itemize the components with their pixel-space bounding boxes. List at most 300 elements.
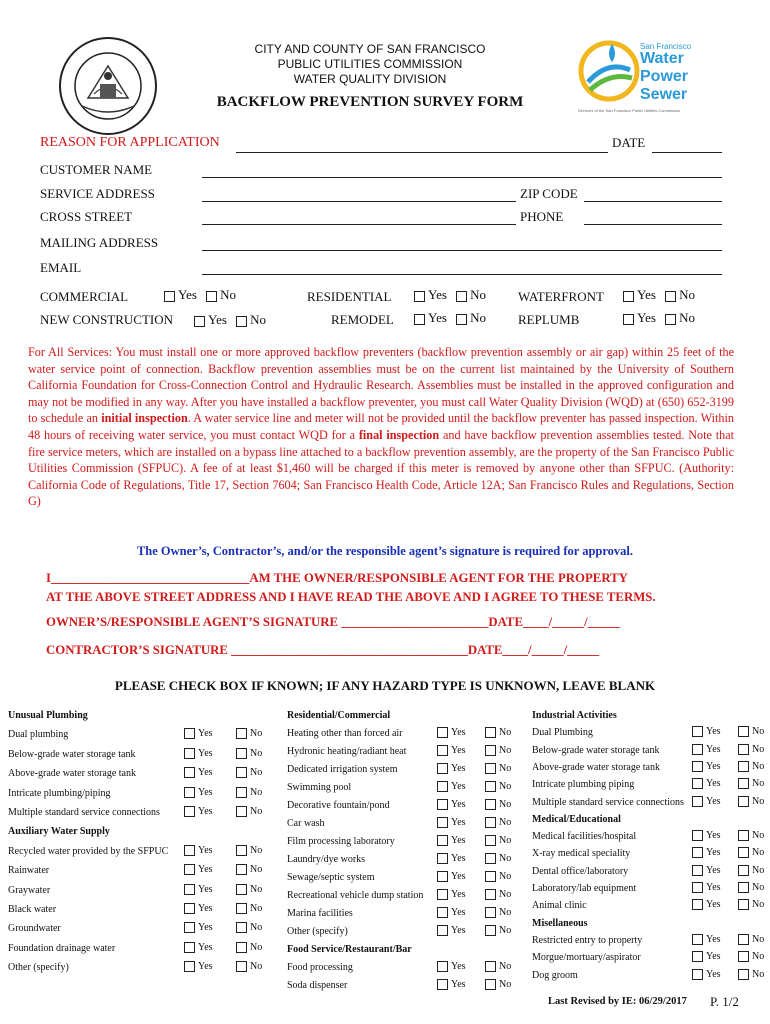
no-label: No (752, 761, 765, 772)
yes-label: Yes (451, 799, 466, 810)
hazard-yes-checkbox[interactable] (692, 726, 703, 737)
hazard-section-heading: Unusual Plumbing (8, 710, 88, 721)
hazard-instructions: PLEASE CHECK BOX IF KNOWN; IF ANY HAZARD TYPE IS UNKNOWN, LEAVE BLANK (114, 678, 656, 693)
no-label: No (250, 903, 263, 914)
no-label: No (499, 979, 512, 990)
hazard-yes-option (692, 796, 721, 807)
hazard-yes-option (184, 942, 213, 953)
new-construction-label: NEW CONSTRUCTION (40, 312, 174, 327)
hazard-section-heading: Auxiliary Water Supply (8, 826, 110, 837)
hazard-yes-checkbox[interactable] (184, 728, 195, 739)
notice-part-2: . A water service line and meter will not be provided until the backflow preventer has passed inspection. Within 48 hours of receiving water service, you must contact WQD for a (28, 411, 735, 442)
no-label: No (499, 745, 512, 756)
hazard-yes-checkbox[interactable] (184, 903, 195, 914)
yes-label: Yes (637, 287, 656, 302)
logo-water: Water (640, 50, 684, 67)
hazard-yes-option (437, 817, 466, 828)
hazard-no-checkbox[interactable] (236, 884, 247, 895)
reason-label: REASON FOR APPLICATION (40, 135, 220, 150)
logo-small-text: San Francisco (640, 42, 692, 51)
hazard-yes-checkbox[interactable] (184, 864, 195, 875)
no-label: No (250, 312, 267, 327)
hazard-yes-option (437, 961, 466, 972)
hazard-item-label: Below-grade water storage tank (8, 749, 136, 760)
hazard-item-label: Intricate plumbing piping (532, 779, 635, 790)
hazard-item-label: Sewage/septic system (287, 872, 375, 883)
new-construction-no-checkbox[interactable] (236, 316, 247, 327)
hazard-yes-option (692, 865, 721, 876)
no-label: No (250, 845, 263, 856)
hazard-item-label: Intricate plumbing/piping (8, 788, 111, 799)
no-label: No (499, 853, 512, 864)
hazard-item-label: Hydronic heating/radiant heat (287, 746, 407, 757)
no-label: No (752, 934, 765, 945)
header-city: CITY AND COUNTY OF SAN FRANCISCO (254, 42, 486, 56)
no-label: No (752, 796, 765, 807)
hazard-yes-option (184, 845, 213, 856)
date-label: DATE (612, 135, 646, 150)
hazard-item-label: Above-grade water storage tank (8, 768, 136, 779)
hazard-yes-option (184, 922, 213, 933)
yes-label: Yes (706, 847, 721, 858)
hazard-yes-checkbox[interactable] (692, 830, 703, 841)
hazard-no-option (485, 727, 511, 738)
hazard-yes-option (692, 969, 721, 980)
yes-label: Yes (208, 312, 227, 327)
yes-label: Yes (198, 942, 213, 953)
hazard-yes-option (437, 925, 466, 936)
hazard-no-checkbox[interactable] (738, 761, 749, 772)
hazard-no-checkbox[interactable] (738, 934, 749, 945)
hazard-no-checkbox[interactable] (738, 830, 749, 841)
hazard-yes-option (692, 830, 721, 841)
hazard-yes-checkbox[interactable] (437, 979, 448, 990)
yes-label: Yes (451, 907, 466, 918)
yes-label: Yes (451, 853, 466, 864)
no-label: No (499, 961, 512, 972)
yes-label: Yes (451, 871, 466, 882)
hazard-yes-option (437, 979, 466, 990)
yes-label: Yes (706, 726, 721, 737)
hazard-no-option (738, 882, 764, 893)
header-division: WATER QUALITY DIVISION (293, 72, 447, 86)
hazard-yes-checkbox[interactable] (437, 925, 448, 936)
yes-label: Yes (198, 748, 213, 759)
yes-label: Yes (451, 763, 466, 774)
hazard-no-option (485, 907, 511, 918)
hazard-no-checkbox[interactable] (236, 748, 247, 759)
hazard-item-label: Below-grade water storage tank (532, 745, 660, 756)
hazard-no-option (485, 925, 511, 936)
hazard-no-option (738, 969, 764, 980)
hazard-yes-checkbox[interactable] (184, 748, 195, 759)
hazard-yes-checkbox[interactable] (692, 969, 703, 980)
hazard-yes-checkbox[interactable] (184, 767, 195, 778)
hazard-yes-checkbox[interactable] (692, 847, 703, 858)
remodel-no-checkbox[interactable] (456, 314, 467, 325)
yes-label: Yes (706, 865, 721, 876)
hazard-item-label: Decorative fountain/pond (287, 800, 390, 811)
hazard-yes-option (437, 907, 466, 918)
hazard-no-option (236, 767, 262, 778)
hazard-no-checkbox[interactable] (738, 744, 749, 755)
hazard-no-checkbox[interactable] (738, 726, 749, 737)
no-label: No (250, 961, 263, 972)
hazard-no-checkbox[interactable] (236, 961, 247, 972)
hazard-yes-checkbox[interactable] (692, 882, 703, 893)
phone-field[interactable] (584, 224, 722, 225)
customer-name-label: CUSTOMER NAME (40, 162, 153, 177)
replumb-yes-checkbox[interactable] (623, 314, 634, 325)
hazard-no-checkbox[interactable] (236, 728, 247, 739)
remodel-label: REMODEL (331, 312, 394, 327)
yes-label: Yes (428, 310, 447, 325)
hazard-yes-option (184, 787, 213, 798)
yes-label: Yes (637, 310, 656, 325)
hazard-no-checkbox[interactable] (485, 727, 496, 738)
hazard-no-option (236, 903, 262, 914)
hazard-no-option (236, 806, 262, 817)
yes-label: Yes (198, 806, 213, 817)
hazard-yes-option (692, 934, 721, 945)
hazard-yes-checkbox[interactable] (692, 778, 703, 789)
waterfront-yes-checkbox[interactable] (623, 291, 634, 302)
hazard-no-option (485, 871, 511, 882)
hazard-no-checkbox[interactable] (485, 745, 496, 756)
hazard-no-checkbox[interactable] (236, 864, 247, 875)
hazard-yes-option (437, 835, 466, 846)
hazard-no-checkbox[interactable] (738, 865, 749, 876)
no-label: No (250, 942, 263, 953)
hazard-item-label: Medical facilities/hospital (532, 831, 637, 842)
customer-name-field[interactable] (202, 177, 722, 178)
hazard-no-option (236, 864, 262, 875)
no-label: No (679, 310, 696, 325)
hazard-no-checkbox[interactable] (485, 907, 496, 918)
hazard-no-checkbox[interactable] (485, 835, 496, 846)
waterfront-no-checkbox[interactable] (665, 291, 676, 302)
hazard-no-option (236, 845, 262, 856)
hazard-yes-checkbox[interactable] (692, 761, 703, 772)
notice-final-inspection: final inspection (358, 427, 440, 442)
hazard-yes-option (692, 744, 721, 755)
hazard-section-heading: Misellaneous (532, 918, 588, 929)
remodel-yes-checkbox[interactable] (414, 314, 425, 325)
no-label: No (499, 835, 512, 846)
no-label: No (499, 871, 512, 882)
page-number: P. 1/2 (710, 994, 739, 1009)
residential-no-checkbox[interactable] (456, 291, 467, 302)
yes-label: Yes (451, 961, 466, 972)
yes-label: Yes (451, 745, 466, 756)
hazard-yes-option (184, 767, 213, 778)
hazard-no-option (738, 761, 764, 772)
hazard-yes-option (184, 806, 213, 817)
hazard-yes-checkbox[interactable] (184, 845, 195, 856)
yes-label: Yes (178, 287, 197, 302)
hazard-no-option (485, 817, 511, 828)
no-label: No (250, 787, 263, 798)
new-construction-yes-checkbox[interactable] (194, 316, 205, 327)
hazard-yes-checkbox[interactable] (184, 961, 195, 972)
hazard-no-option (485, 889, 511, 900)
hazard-no-checkbox[interactable] (738, 847, 749, 858)
hazard-yes-option (437, 889, 466, 900)
yes-label: Yes (428, 287, 447, 302)
no-label: No (752, 830, 765, 841)
hazard-section-heading: Residential/Commercial (287, 710, 391, 721)
hazard-yes-checkbox[interactable] (184, 884, 195, 895)
hazard-section-heading: Food Service/Restaurant/Bar (287, 944, 412, 955)
service-notice (28, 344, 734, 510)
no-label: No (752, 969, 765, 980)
hazard-yes-option (692, 778, 721, 789)
hazard-yes-checkbox[interactable] (184, 942, 195, 953)
hazard-yes-checkbox[interactable] (437, 763, 448, 774)
hazard-item-label: Other (specify) (8, 962, 69, 973)
signature-required-note: The Owner’s, Contractor’s, and/or the responsible agent’s signature is required for approval. (136, 544, 634, 558)
hazard-no-option (738, 847, 764, 858)
hazard-yes-checkbox[interactable] (184, 787, 195, 798)
hazard-no-option (485, 781, 511, 792)
yes-label: Yes (198, 728, 213, 739)
hazard-no-option (485, 979, 511, 990)
hazard-yes-checkbox[interactable] (692, 899, 703, 910)
hazard-yes-checkbox[interactable] (437, 727, 448, 738)
hazard-item-label: Swimming pool (287, 782, 352, 793)
hazard-yes-option (184, 748, 213, 759)
residential-yes-checkbox[interactable] (414, 291, 425, 302)
hazard-yes-option (692, 726, 721, 737)
hazard-no-checkbox[interactable] (485, 979, 496, 990)
hazard-no-option (485, 763, 511, 774)
hazard-yes-checkbox[interactable] (437, 835, 448, 846)
notice-part-1: For All Services: You must install one or more approved backflow preventers (backflow prevention assembly or air gap) within 25 feet of the water service point of connection. Backflow prevention assemblies must be on the current list maintained by the University of Southern California Foundation for Cross-Connection Control and Hydraulic Research. Assemblies must be installed in the approved configuration and may not be modified in any way. After you have installed a backflow preventer, you must call Water Quality Division (WQD) at (650) 652-3199 to schedule an (28, 345, 734, 426)
hazard-yes-option (692, 761, 721, 772)
hazard-yes-option (184, 961, 213, 972)
hazard-section-heading: Medical/Educational (532, 814, 621, 825)
reason-field[interactable] (236, 152, 608, 153)
hazard-yes-checkbox[interactable] (692, 951, 703, 962)
hazard-yes-checkbox[interactable] (692, 796, 703, 807)
hazard-yes-option (692, 882, 721, 893)
yes-label: Yes (706, 761, 721, 772)
hazard-item-label: Other (specify) (287, 926, 348, 937)
no-label: No (220, 287, 237, 302)
hazard-yes-option (437, 853, 466, 864)
hazard-no-checkbox[interactable] (485, 799, 496, 810)
no-label: No (752, 778, 765, 789)
hazard-no-option (236, 922, 262, 933)
no-label: No (250, 922, 263, 933)
hazard-item-label: Marina facilities (287, 908, 353, 919)
hazard-no-checkbox[interactable] (485, 763, 496, 774)
hazard-yes-checkbox[interactable] (692, 934, 703, 945)
last-revised: Last Revised by IE: 06/29/2017 (548, 996, 687, 1007)
hazard-no-checkbox[interactable] (485, 853, 496, 864)
contractor-signature-line[interactable]: CONTRACTOR’S SIGNATURE _____________________________________DATE____/_____/_____ (46, 643, 600, 657)
no-label: No (499, 889, 512, 900)
mailing-address-field[interactable] (202, 250, 722, 251)
hazard-no-checkbox[interactable] (738, 796, 749, 807)
logo-tagline: Services of the San Francisco Public Utilities Commission (578, 108, 681, 113)
hazard-no-checkbox[interactable] (236, 806, 247, 817)
hazard-yes-checkbox[interactable] (692, 865, 703, 876)
hazard-no-option (738, 796, 764, 807)
hazard-no-checkbox[interactable] (485, 961, 496, 972)
logo-sewer: Sewer (640, 86, 688, 103)
hazard-no-checkbox[interactable] (738, 778, 749, 789)
yes-label: Yes (198, 961, 213, 972)
hazard-item-label: Black water (8, 904, 57, 915)
no-label: No (752, 882, 765, 893)
yes-label: Yes (198, 787, 213, 798)
hazard-yes-option (437, 799, 466, 810)
hazard-no-checkbox[interactable] (236, 845, 247, 856)
hazard-yes-checkbox[interactable] (437, 781, 448, 792)
hazard-yes-checkbox[interactable] (437, 817, 448, 828)
notice-initial-inspection: initial inspection (101, 411, 188, 426)
email-field[interactable] (202, 274, 722, 275)
hazard-section-heading: Industrial Activities (532, 710, 617, 721)
yes-label: Yes (198, 864, 213, 875)
hazard-item-label: Restricted entry to property (532, 935, 643, 946)
hazard-no-checkbox[interactable] (236, 787, 247, 798)
hazard-no-option (738, 899, 764, 910)
hazard-no-checkbox[interactable] (738, 882, 749, 893)
no-label: No (470, 287, 487, 302)
hazard-yes-option (692, 951, 721, 962)
owner-agreement-line-1: I_______________________________AM THE OWNER/RESPONSIBLE AGENT FOR THE PROPERTY (46, 571, 628, 585)
service-address-label: SERVICE ADDRESS (40, 186, 155, 201)
hazard-yes-checkbox[interactable] (437, 961, 448, 972)
yes-label: Yes (706, 882, 721, 893)
no-label: No (752, 951, 765, 962)
hazard-no-option (485, 853, 511, 864)
yes-label: Yes (706, 778, 721, 789)
hazard-no-checkbox[interactable] (485, 871, 496, 882)
hazard-no-checkbox[interactable] (485, 817, 496, 828)
hazard-yes-option (437, 781, 466, 792)
hazard-item-label: Film processing laboratory (287, 836, 395, 847)
hazard-no-option (738, 778, 764, 789)
hazard-no-checkbox[interactable] (738, 899, 749, 910)
hazard-no-option (738, 726, 764, 737)
hazard-yes-option (437, 727, 466, 738)
hazard-item-label: Dog groom (532, 970, 578, 981)
date-field[interactable] (652, 152, 722, 153)
hazard-yes-checkbox[interactable] (437, 853, 448, 864)
yes-label: Yes (198, 884, 213, 895)
replumb-no-checkbox[interactable] (665, 314, 676, 325)
hazard-no-option (236, 961, 262, 972)
hazard-no-option (738, 951, 764, 962)
yes-label: Yes (451, 727, 466, 738)
hazard-column-1 (8, 710, 270, 990)
hazard-item-label: Soda dispenser (287, 980, 348, 991)
hazard-no-option (485, 745, 511, 756)
hazard-no-option (485, 961, 511, 972)
hazard-item-label: Dual Plumbing (532, 727, 593, 738)
hazard-item-label: Foundation drainage water (8, 943, 116, 954)
no-label: No (470, 310, 487, 325)
hazard-no-checkbox[interactable] (485, 925, 496, 936)
owner-signature-line[interactable]: OWNER’S/RESPONSIBLE AGENT’S SIGNATURE _______________________DATE____/_____/_____ (46, 615, 620, 629)
yes-label: Yes (198, 845, 213, 856)
hazard-yes-option (692, 847, 721, 858)
hazard-no-checkbox[interactable] (738, 951, 749, 962)
hazard-yes-option (692, 899, 721, 910)
hazard-item-label: Recycled water provided by the SFPUC (8, 846, 169, 857)
hazard-yes-checkbox[interactable] (437, 799, 448, 810)
hazard-no-checkbox[interactable] (236, 903, 247, 914)
hazard-no-checkbox[interactable] (485, 781, 496, 792)
hazard-yes-checkbox[interactable] (437, 889, 448, 900)
hazard-item-label: X-ray medical speciality (532, 848, 631, 859)
hazard-item-label: Graywater (8, 885, 51, 896)
hazard-no-checkbox[interactable] (236, 767, 247, 778)
hazard-no-option (738, 865, 764, 876)
no-label: No (499, 763, 512, 774)
hazard-yes-checkbox[interactable] (184, 806, 195, 817)
hazard-item-label: Multiple standard service connections (532, 797, 684, 808)
hazard-no-checkbox[interactable] (236, 942, 247, 953)
no-label: No (752, 744, 765, 755)
hazard-no-checkbox[interactable] (236, 922, 247, 933)
hazard-no-option (236, 748, 262, 759)
service-address-field[interactable] (202, 201, 516, 202)
hazard-yes-checkbox[interactable] (437, 907, 448, 918)
hazard-yes-checkbox[interactable] (184, 922, 195, 933)
no-label: No (752, 865, 765, 876)
yes-label: Yes (451, 979, 466, 990)
notice-part-3: and have backflow prevention assemblies tested. Note that fire service meters, which are installed on a bypass line attached to a backflow prevention assembly, are the property of the San Francisco Public Utilities Commission (SFPUC). A fee of at least $1,460 will be charged if this meter is removed by anyone other than SFPUC. (Authority: California Code of Regulations, Title 17, Section 7604; San Francisco Health Code, Article 12A; San Francisco Rules and Regulations, Section G) (28, 427, 735, 509)
hazard-item-label: Laboratory/lab equipment (532, 883, 637, 894)
hazard-item-label: Dental office/laboratory (532, 866, 629, 877)
yes-label: Yes (706, 934, 721, 945)
hazard-yes-checkbox[interactable] (437, 745, 448, 756)
no-label: No (250, 767, 263, 778)
hazard-yes-option (437, 871, 466, 882)
hazard-item-label: Animal clinic (532, 900, 587, 911)
hazard-no-checkbox[interactable] (738, 969, 749, 980)
yes-label: Yes (451, 835, 466, 846)
hazard-item-label: Food processing (287, 962, 353, 973)
yes-label: Yes (706, 969, 721, 980)
hazard-no-checkbox[interactable] (485, 889, 496, 900)
cross-street-field[interactable] (202, 224, 516, 225)
hazard-yes-option (437, 745, 466, 756)
hazard-column-3 (532, 710, 768, 990)
form-title: BACKFLOW PREVENTION SURVEY FORM (216, 94, 524, 110)
residential-label: RESIDENTIAL (307, 289, 392, 304)
zip-code-field[interactable] (584, 201, 722, 202)
no-label: No (250, 864, 263, 875)
hazard-yes-checkbox[interactable] (692, 744, 703, 755)
phone-label: PHONE (520, 209, 564, 224)
hazard-item-label: Car wash (287, 818, 325, 829)
commercial-yes-checkbox[interactable] (164, 291, 175, 302)
hazard-yes-checkbox[interactable] (437, 871, 448, 882)
commercial-no-checkbox[interactable] (206, 291, 217, 302)
yes-label: Yes (198, 903, 213, 914)
hazard-item-label: Above-grade water storage tank (532, 762, 660, 773)
hazard-item-label: Multiple standard service connections (8, 807, 160, 818)
no-label: No (499, 799, 512, 810)
no-label: No (499, 907, 512, 918)
yes-label: Yes (706, 899, 721, 910)
hazard-yes-option (184, 884, 213, 895)
